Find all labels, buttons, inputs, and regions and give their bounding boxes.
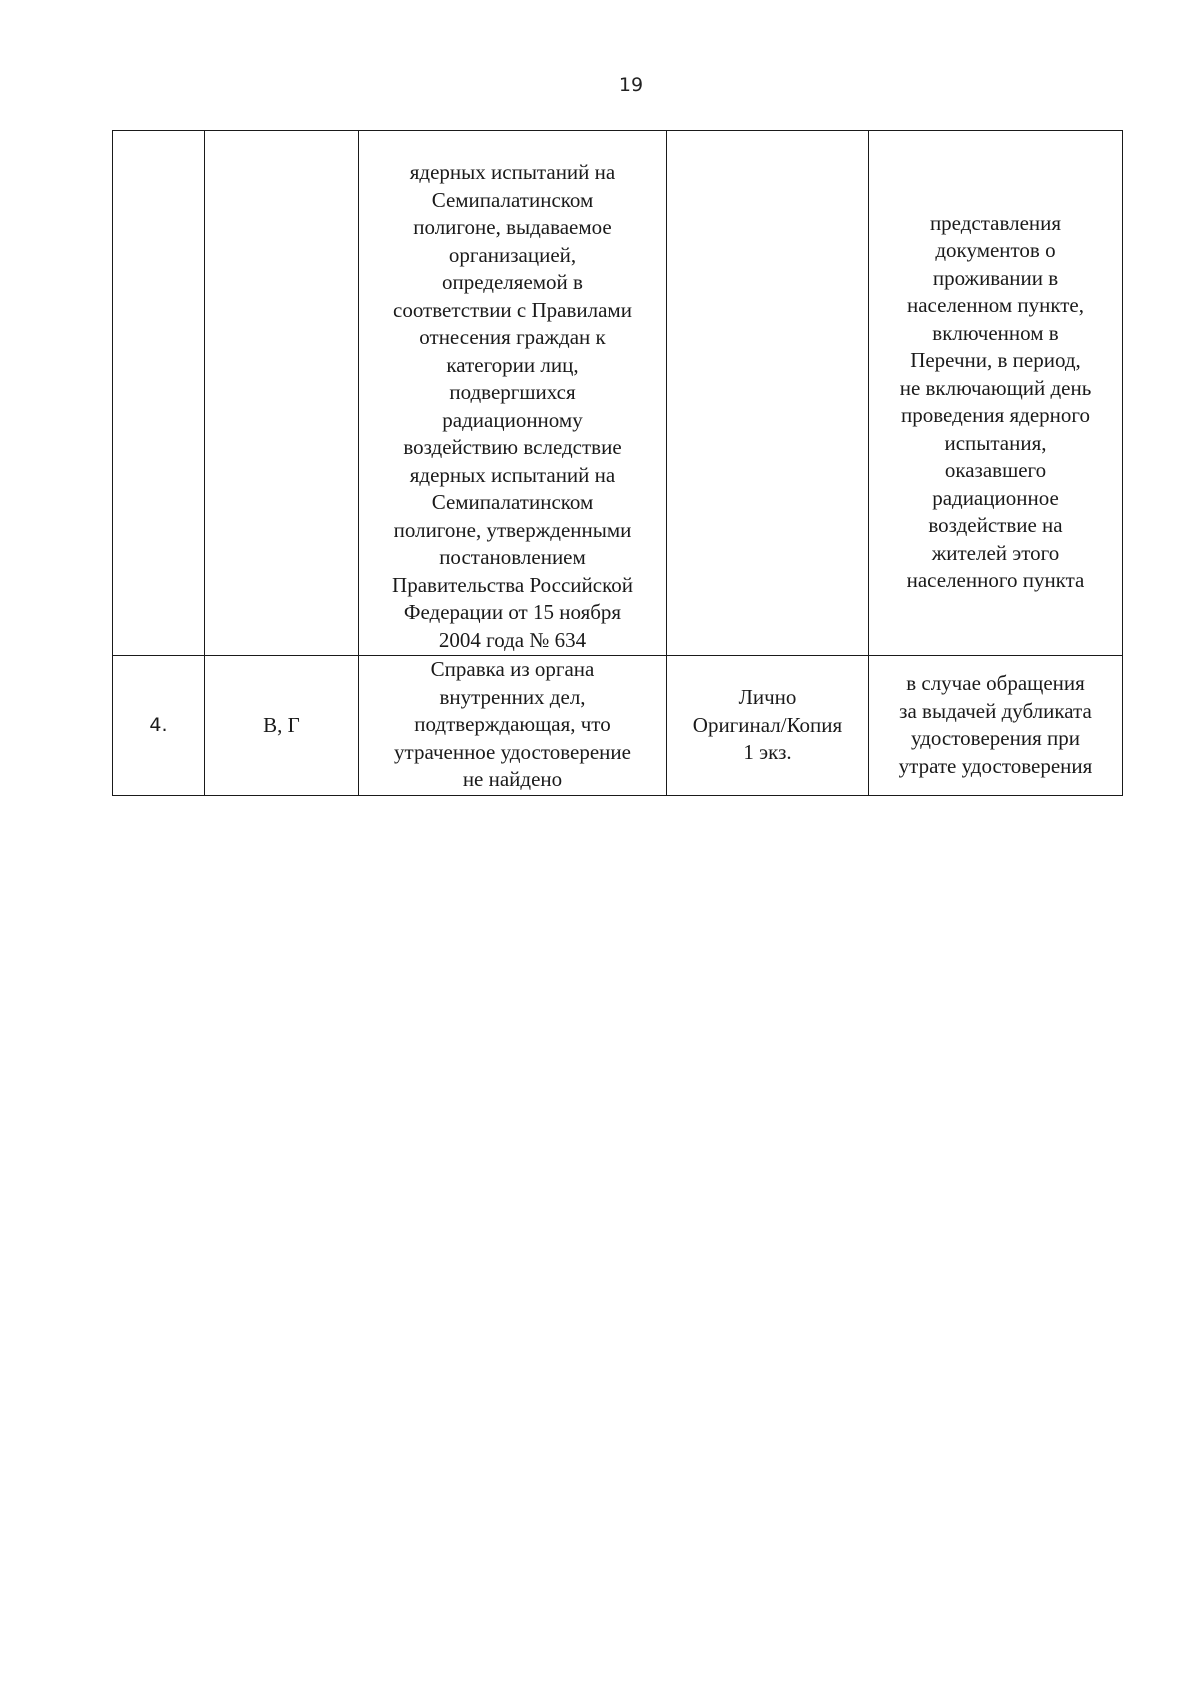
form-cell xyxy=(667,656,869,796)
table-row xyxy=(113,131,1123,656)
condition-cell xyxy=(869,656,1123,796)
document-text: Справка из органа внутренних дел, подтверждающая, что утраченное удостоверение не найдено xyxy=(394,657,631,791)
row-number-cell xyxy=(113,131,205,656)
condition-cell xyxy=(869,131,1123,656)
document-cell xyxy=(359,656,667,796)
condition-text: в случае обращения за выдачей дубликата удостоверения при утрате удостоверения xyxy=(898,671,1093,778)
document-text: ядерных испытаний на Семипалатинском полигоне, выдаваемое организацией, определяемой в соответствии с Правилами отнесения граждан к категории лиц, подвергшихся радиационному воздействию вследствие ядерных испытаний на Семипалатинском полигоне, утвержденными постановлением Правительства Российской Федерации от 15 ноября 2004 года № 634 xyxy=(392,160,633,652)
form-cell xyxy=(667,131,869,656)
documents-table xyxy=(112,130,1123,796)
table-row xyxy=(113,656,1123,796)
categories-text: В, Г xyxy=(263,712,300,737)
document-cell xyxy=(359,131,667,656)
categories-cell xyxy=(205,131,359,656)
form-text: Лично Оригинал/Копия 1 экз. xyxy=(692,685,843,764)
page-number: 19 xyxy=(618,74,644,96)
condition-text: представления документов о проживании в населенном пункте, включенном в Перечни, в период, не включающий день проведения ядерного испытания, оказавшего радиационное воздействие на жителей этого населенного пункта xyxy=(899,210,1092,592)
row-number: 4. xyxy=(149,713,168,736)
categories-cell xyxy=(205,656,359,796)
row-number-cell xyxy=(113,656,205,796)
